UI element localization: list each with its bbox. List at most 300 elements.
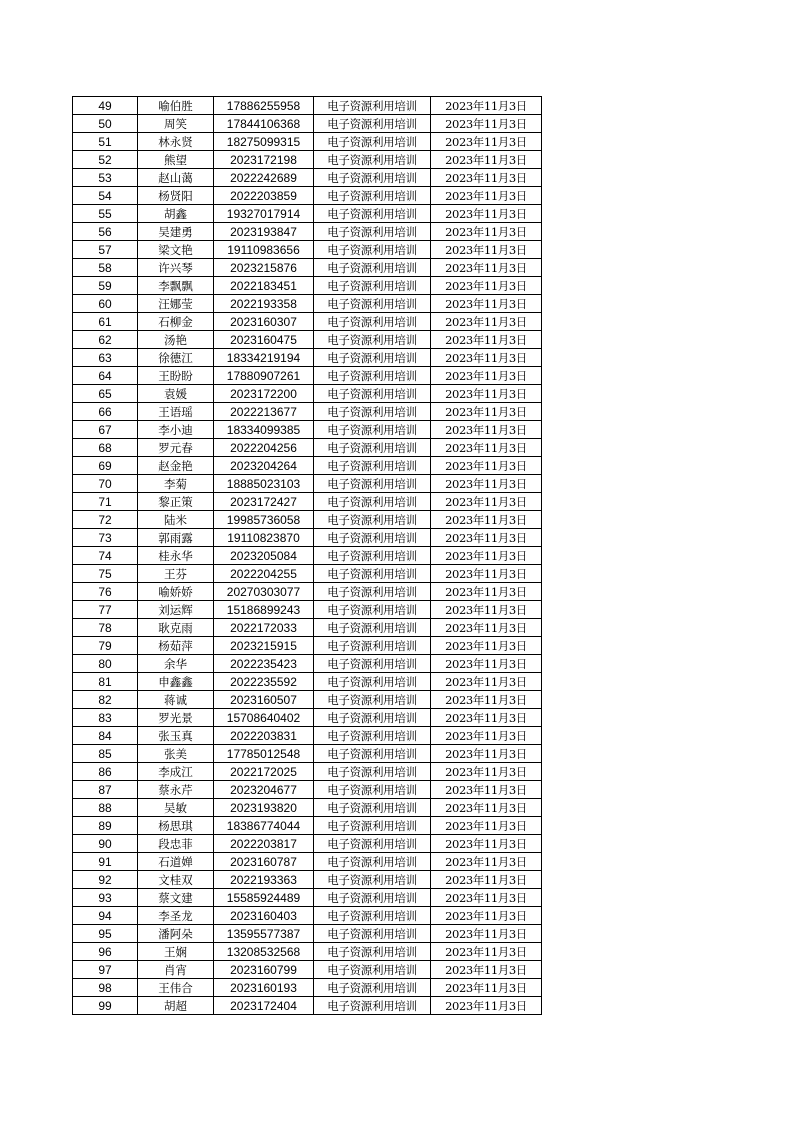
participant-name-cell: 李成江 — [138, 763, 214, 781]
row-number-cell: 57 — [73, 241, 138, 259]
participant-name-cell: 杨茹萍 — [138, 637, 214, 655]
training-date-cell: 2023年11月3日 — [431, 547, 542, 565]
training-date-cell: 2023年11月3日 — [431, 745, 542, 763]
participant-name-cell: 蔡永芹 — [138, 781, 214, 799]
table-row — [73, 511, 542, 529]
training-date-cell: 2023年11月3日 — [431, 889, 542, 907]
table-row — [73, 223, 542, 241]
training-date-cell: 2023年11月3日 — [431, 619, 542, 637]
training-course-cell: 电子资源利用培训 — [314, 493, 431, 511]
participant-id-cell: 2023172427 — [214, 493, 314, 511]
training-date-cell: 2023年11月3日 — [431, 475, 542, 493]
training-date-cell: 2023年11月3日 — [431, 691, 542, 709]
table-row — [73, 961, 542, 979]
training-course-cell: 电子资源利用培训 — [314, 295, 431, 313]
participant-name-cell: 王语瑶 — [138, 403, 214, 421]
participant-id-cell: 2022203817 — [214, 835, 314, 853]
training-course-cell: 电子资源利用培训 — [314, 205, 431, 223]
participant-id-cell: 19985736058 — [214, 511, 314, 529]
training-date-cell: 2023年11月3日 — [431, 601, 542, 619]
participant-name-cell: 蔡文建 — [138, 889, 214, 907]
participant-name-cell: 张美 — [138, 745, 214, 763]
participant-name-cell: 吴敏 — [138, 799, 214, 817]
training-course-cell: 电子资源利用培训 — [314, 943, 431, 961]
table-row — [73, 709, 542, 727]
participant-name-cell: 胡超 — [138, 997, 214, 1015]
training-date-cell: 2023年11月3日 — [431, 871, 542, 889]
table-row — [73, 169, 542, 187]
training-date-cell: 2023年11月3日 — [431, 961, 542, 979]
participant-name-cell: 梁文艳 — [138, 241, 214, 259]
training-course-cell: 电子资源利用培训 — [314, 223, 431, 241]
training-course-cell: 电子资源利用培训 — [314, 709, 431, 727]
row-number-cell: 68 — [73, 439, 138, 457]
row-number-cell: 91 — [73, 853, 138, 871]
training-course-cell: 电子资源利用培训 — [314, 241, 431, 259]
row-number-cell: 81 — [73, 673, 138, 691]
participant-name-cell: 王娴 — [138, 943, 214, 961]
table-row — [73, 889, 542, 907]
row-number-cell: 51 — [73, 133, 138, 151]
participant-id-cell: 2022204256 — [214, 439, 314, 457]
training-date-cell: 2023年11月3日 — [431, 637, 542, 655]
row-number-cell: 53 — [73, 169, 138, 187]
training-course-cell: 电子资源利用培训 — [314, 889, 431, 907]
table-row — [73, 187, 542, 205]
training-date-cell: 2023年11月3日 — [431, 673, 542, 691]
table-row — [73, 925, 542, 943]
training-course-cell: 电子资源利用培训 — [314, 511, 431, 529]
training-course-cell: 电子资源利用培训 — [314, 961, 431, 979]
participant-id-cell: 2022203831 — [214, 727, 314, 745]
training-course-cell: 电子资源利用培训 — [314, 781, 431, 799]
row-number-cell: 76 — [73, 583, 138, 601]
training-date-cell: 2023年11月3日 — [431, 727, 542, 745]
participant-name-cell: 汪娜莹 — [138, 295, 214, 313]
training-date-cell: 2023年11月3日 — [431, 907, 542, 925]
participant-id-cell: 17844106368 — [214, 115, 314, 133]
training-date-cell: 2023年11月3日 — [431, 835, 542, 853]
table-row — [73, 529, 542, 547]
training-course-cell: 电子资源利用培训 — [314, 367, 431, 385]
participant-name-cell: 喻娇娇 — [138, 583, 214, 601]
table-row — [73, 133, 542, 151]
participant-name-cell: 郭雨露 — [138, 529, 214, 547]
training-course-cell: 电子资源利用培训 — [314, 871, 431, 889]
participant-id-cell: 19110823870 — [214, 529, 314, 547]
row-number-cell: 73 — [73, 529, 138, 547]
participant-name-cell: 刘运辉 — [138, 601, 214, 619]
row-number-cell: 65 — [73, 385, 138, 403]
table-row — [73, 313, 542, 331]
training-date-cell: 2023年11月3日 — [431, 493, 542, 511]
training-date-cell: 2023年11月3日 — [431, 655, 542, 673]
training-course-cell: 电子资源利用培训 — [314, 637, 431, 655]
table-row — [73, 259, 542, 277]
training-course-cell: 电子资源利用培训 — [314, 133, 431, 151]
row-number-cell: 59 — [73, 277, 138, 295]
row-number-cell: 49 — [73, 97, 138, 115]
participant-id-cell: 2023172200 — [214, 385, 314, 403]
training-date-cell: 2023年11月3日 — [431, 241, 542, 259]
table-row — [73, 943, 542, 961]
table-row — [73, 655, 542, 673]
participant-id-cell: 2023160193 — [214, 979, 314, 997]
table-row — [73, 493, 542, 511]
row-number-cell: 55 — [73, 205, 138, 223]
row-number-cell: 88 — [73, 799, 138, 817]
row-number-cell: 63 — [73, 349, 138, 367]
participant-id-cell: 19110983656 — [214, 241, 314, 259]
participant-id-cell: 2022193358 — [214, 295, 314, 313]
row-number-cell: 70 — [73, 475, 138, 493]
participant-id-cell: 18885023103 — [214, 475, 314, 493]
row-number-cell: 71 — [73, 493, 138, 511]
training-course-cell: 电子资源利用培训 — [314, 385, 431, 403]
training-course-cell: 电子资源利用培训 — [314, 115, 431, 133]
participant-id-cell: 2022183451 — [214, 277, 314, 295]
training-course-cell: 电子资源利用培训 — [314, 601, 431, 619]
row-number-cell: 52 — [73, 151, 138, 169]
table-row — [73, 97, 542, 115]
training-date-cell: 2023年11月3日 — [431, 943, 542, 961]
training-date-cell: 2023年11月3日 — [431, 817, 542, 835]
training-date-cell: 2023年11月3日 — [431, 979, 542, 997]
participant-id-cell: 2023160403 — [214, 907, 314, 925]
training-date-cell: 2023年11月3日 — [431, 115, 542, 133]
participant-id-cell: 18334219194 — [214, 349, 314, 367]
participant-id-cell: 2023215915 — [214, 637, 314, 655]
training-date-cell: 2023年11月3日 — [431, 565, 542, 583]
participant-id-cell: 2022172033 — [214, 619, 314, 637]
participant-id-cell: 20270303077 — [214, 583, 314, 601]
table-row — [73, 421, 542, 439]
row-number-cell: 69 — [73, 457, 138, 475]
training-date-cell: 2023年11月3日 — [431, 511, 542, 529]
table-row — [73, 817, 542, 835]
training-date-cell: 2023年11月3日 — [431, 385, 542, 403]
table-row — [73, 907, 542, 925]
table-row — [73, 295, 542, 313]
training-course-cell: 电子资源利用培训 — [314, 817, 431, 835]
training-course-cell: 电子资源利用培训 — [314, 421, 431, 439]
row-number-cell: 58 — [73, 259, 138, 277]
row-number-cell: 84 — [73, 727, 138, 745]
training-course-cell: 电子资源利用培训 — [314, 619, 431, 637]
training-date-cell: 2023年11月3日 — [431, 367, 542, 385]
training-course-cell: 电子资源利用培训 — [314, 727, 431, 745]
training-date-cell: 2023年11月3日 — [431, 205, 542, 223]
participant-id-cell: 2023172404 — [214, 997, 314, 1015]
participant-id-cell: 2022242689 — [214, 169, 314, 187]
table-row — [73, 799, 542, 817]
participant-name-cell: 林永贤 — [138, 133, 214, 151]
participant-name-cell: 陆米 — [138, 511, 214, 529]
participant-id-cell: 2023204677 — [214, 781, 314, 799]
table-row — [73, 853, 542, 871]
row-number-cell: 50 — [73, 115, 138, 133]
table-row — [73, 547, 542, 565]
row-number-cell: 77 — [73, 601, 138, 619]
participant-name-cell: 喻伯胜 — [138, 97, 214, 115]
table-row — [73, 457, 542, 475]
row-number-cell: 78 — [73, 619, 138, 637]
row-number-cell: 64 — [73, 367, 138, 385]
training-date-cell: 2023年11月3日 — [431, 295, 542, 313]
participant-id-cell: 18275099315 — [214, 133, 314, 151]
training-course-cell: 电子资源利用培训 — [314, 655, 431, 673]
table-row — [73, 403, 542, 421]
participant-id-cell: 2023205084 — [214, 547, 314, 565]
row-number-cell: 90 — [73, 835, 138, 853]
training-date-cell: 2023年11月3日 — [431, 997, 542, 1015]
row-number-cell: 92 — [73, 871, 138, 889]
training-course-cell: 电子资源利用培训 — [314, 547, 431, 565]
table-row — [73, 385, 542, 403]
training-date-cell: 2023年11月3日 — [431, 709, 542, 727]
participant-id-cell: 2022193363 — [214, 871, 314, 889]
training-course-cell: 电子资源利用培训 — [314, 457, 431, 475]
table-row — [73, 979, 542, 997]
table-row — [73, 691, 542, 709]
training-date-cell: 2023年11月3日 — [431, 421, 542, 439]
training-course-cell: 电子资源利用培训 — [314, 529, 431, 547]
table-row — [73, 115, 542, 133]
row-number-cell: 85 — [73, 745, 138, 763]
table-row — [73, 601, 542, 619]
participant-name-cell: 杨贤阳 — [138, 187, 214, 205]
participant-id-cell: 13595577387 — [214, 925, 314, 943]
table-row — [73, 745, 542, 763]
row-number-cell: 99 — [73, 997, 138, 1015]
participant-id-cell: 2022235592 — [214, 673, 314, 691]
participant-name-cell: 汤艳 — [138, 331, 214, 349]
training-course-cell: 电子资源利用培训 — [314, 97, 431, 115]
participant-name-cell: 蒋诚 — [138, 691, 214, 709]
training-course-cell: 电子资源利用培训 — [314, 979, 431, 997]
training-date-cell: 2023年11月3日 — [431, 763, 542, 781]
training-date-cell: 2023年11月3日 — [431, 439, 542, 457]
row-number-cell: 93 — [73, 889, 138, 907]
row-number-cell: 87 — [73, 781, 138, 799]
training-course-cell: 电子资源利用培训 — [314, 997, 431, 1015]
training-date-cell: 2023年11月3日 — [431, 277, 542, 295]
participant-name-cell: 石柳金 — [138, 313, 214, 331]
participant-id-cell: 2023160787 — [214, 853, 314, 871]
table-row — [73, 439, 542, 457]
row-number-cell: 83 — [73, 709, 138, 727]
participant-id-cell: 13208532568 — [214, 943, 314, 961]
participant-id-cell: 2022235423 — [214, 655, 314, 673]
table-row — [73, 475, 542, 493]
training-course-cell: 电子资源利用培训 — [314, 439, 431, 457]
participant-name-cell: 罗光景 — [138, 709, 214, 727]
table-row — [73, 583, 542, 601]
table-row — [73, 871, 542, 889]
participant-name-cell: 李小迪 — [138, 421, 214, 439]
training-date-cell: 2023年11月3日 — [431, 313, 542, 331]
row-number-cell: 66 — [73, 403, 138, 421]
participant-name-cell: 罗元春 — [138, 439, 214, 457]
row-number-cell: 97 — [73, 961, 138, 979]
participant-name-cell: 许兴琴 — [138, 259, 214, 277]
participant-name-cell: 王盼盼 — [138, 367, 214, 385]
participant-id-cell: 2023215876 — [214, 259, 314, 277]
participant-id-cell: 2023160475 — [214, 331, 314, 349]
table-row — [73, 619, 542, 637]
row-number-cell: 54 — [73, 187, 138, 205]
training-date-cell: 2023年11月3日 — [431, 349, 542, 367]
participant-id-cell: 2023204264 — [214, 457, 314, 475]
training-course-cell: 电子资源利用培训 — [314, 403, 431, 421]
participant-id-cell: 2023193847 — [214, 223, 314, 241]
table-row — [73, 151, 542, 169]
row-number-cell: 75 — [73, 565, 138, 583]
participant-name-cell: 王伟合 — [138, 979, 214, 997]
training-course-cell: 电子资源利用培训 — [314, 349, 431, 367]
participant-id-cell: 2023172198 — [214, 151, 314, 169]
training-date-cell: 2023年11月3日 — [431, 223, 542, 241]
participant-name-cell: 袁媛 — [138, 385, 214, 403]
participant-id-cell: 19327017914 — [214, 205, 314, 223]
participant-id-cell: 2022213677 — [214, 403, 314, 421]
row-number-cell: 62 — [73, 331, 138, 349]
participant-name-cell: 耿克雨 — [138, 619, 214, 637]
training-date-cell: 2023年11月3日 — [431, 781, 542, 799]
participant-id-cell: 2022172025 — [214, 763, 314, 781]
training-course-cell: 电子资源利用培训 — [314, 925, 431, 943]
training-course-cell: 电子资源利用培训 — [314, 187, 431, 205]
participant-name-cell: 李菊 — [138, 475, 214, 493]
row-number-cell: 74 — [73, 547, 138, 565]
training-date-cell: 2023年11月3日 — [431, 97, 542, 115]
training-course-cell: 电子资源利用培训 — [314, 745, 431, 763]
participant-name-cell: 桂永华 — [138, 547, 214, 565]
participant-name-cell: 李圣龙 — [138, 907, 214, 925]
row-number-cell: 72 — [73, 511, 138, 529]
training-course-cell: 电子资源利用培训 — [314, 277, 431, 295]
participant-id-cell: 2022203859 — [214, 187, 314, 205]
row-number-cell: 60 — [73, 295, 138, 313]
row-number-cell: 96 — [73, 943, 138, 961]
participant-id-cell: 18334099385 — [214, 421, 314, 439]
row-number-cell: 80 — [73, 655, 138, 673]
table-row — [73, 727, 542, 745]
participant-name-cell: 段忠菲 — [138, 835, 214, 853]
participant-id-cell: 18386774044 — [214, 817, 314, 835]
training-course-cell: 电子资源利用培训 — [314, 763, 431, 781]
training-date-cell: 2023年11月3日 — [431, 457, 542, 475]
participant-name-cell: 王芬 — [138, 565, 214, 583]
training-date-cell: 2023年11月3日 — [431, 259, 542, 277]
participant-name-cell: 李飘飘 — [138, 277, 214, 295]
participant-name-cell: 张玉真 — [138, 727, 214, 745]
participant-name-cell: 胡鑫 — [138, 205, 214, 223]
participant-name-cell: 石道婵 — [138, 853, 214, 871]
training-course-cell: 电子资源利用培训 — [314, 475, 431, 493]
training-course-cell: 电子资源利用培训 — [314, 259, 431, 277]
participant-name-cell: 肖宵 — [138, 961, 214, 979]
attendance-table — [72, 96, 542, 1015]
participant-id-cell: 15708640402 — [214, 709, 314, 727]
training-course-cell: 电子资源利用培训 — [314, 169, 431, 187]
participant-name-cell: 熊望 — [138, 151, 214, 169]
participant-id-cell: 15585924489 — [214, 889, 314, 907]
participant-name-cell: 赵山蔼 — [138, 169, 214, 187]
participant-name-cell: 杨思琪 — [138, 817, 214, 835]
row-number-cell: 79 — [73, 637, 138, 655]
attendance-table-body — [73, 97, 542, 1015]
row-number-cell: 95 — [73, 925, 138, 943]
training-course-cell: 电子资源利用培训 — [314, 313, 431, 331]
table-row — [73, 637, 542, 655]
table-row — [73, 997, 542, 1015]
participant-name-cell: 文桂双 — [138, 871, 214, 889]
training-date-cell: 2023年11月3日 — [431, 799, 542, 817]
training-date-cell: 2023年11月3日 — [431, 403, 542, 421]
table-row — [73, 673, 542, 691]
training-date-cell: 2023年11月3日 — [431, 133, 542, 151]
training-course-cell: 电子资源利用培训 — [314, 565, 431, 583]
table-row — [73, 367, 542, 385]
training-date-cell: 2023年11月3日 — [431, 151, 542, 169]
row-number-cell: 61 — [73, 313, 138, 331]
participant-id-cell: 17880907261 — [214, 367, 314, 385]
training-course-cell: 电子资源利用培训 — [314, 583, 431, 601]
training-course-cell: 电子资源利用培训 — [314, 151, 431, 169]
participant-name-cell: 黎正策 — [138, 493, 214, 511]
participant-name-cell: 余华 — [138, 655, 214, 673]
training-course-cell: 电子资源利用培训 — [314, 907, 431, 925]
table-row — [73, 277, 542, 295]
row-number-cell: 98 — [73, 979, 138, 997]
training-date-cell: 2023年11月3日 — [431, 925, 542, 943]
training-course-cell: 电子资源利用培训 — [314, 691, 431, 709]
table-row — [73, 241, 542, 259]
training-date-cell: 2023年11月3日 — [431, 853, 542, 871]
participant-name-cell: 吴建勇 — [138, 223, 214, 241]
participant-name-cell: 周笑 — [138, 115, 214, 133]
row-number-cell: 82 — [73, 691, 138, 709]
participant-name-cell: 徐德江 — [138, 349, 214, 367]
training-date-cell: 2023年11月3日 — [431, 187, 542, 205]
participant-id-cell: 2023193820 — [214, 799, 314, 817]
participant-name-cell: 潘阿朵 — [138, 925, 214, 943]
training-date-cell: 2023年11月3日 — [431, 529, 542, 547]
participant-id-cell: 17886255958 — [214, 97, 314, 115]
table-row — [73, 205, 542, 223]
row-number-cell: 67 — [73, 421, 138, 439]
row-number-cell: 56 — [73, 223, 138, 241]
table-row — [73, 331, 542, 349]
row-number-cell: 86 — [73, 763, 138, 781]
training-date-cell: 2023年11月3日 — [431, 169, 542, 187]
table-row — [73, 565, 542, 583]
table-row — [73, 349, 542, 367]
participant-id-cell: 15186899243 — [214, 601, 314, 619]
table-row — [73, 763, 542, 781]
participant-id-cell: 2023160507 — [214, 691, 314, 709]
participant-name-cell: 申鑫鑫 — [138, 673, 214, 691]
participant-id-cell: 2023160799 — [214, 961, 314, 979]
table-row — [73, 835, 542, 853]
training-course-cell: 电子资源利用培训 — [314, 799, 431, 817]
training-course-cell: 电子资源利用培训 — [314, 673, 431, 691]
participant-name-cell: 赵金艳 — [138, 457, 214, 475]
training-course-cell: 电子资源利用培训 — [314, 835, 431, 853]
participant-id-cell: 17785012548 — [214, 745, 314, 763]
participant-id-cell: 2023160307 — [214, 313, 314, 331]
